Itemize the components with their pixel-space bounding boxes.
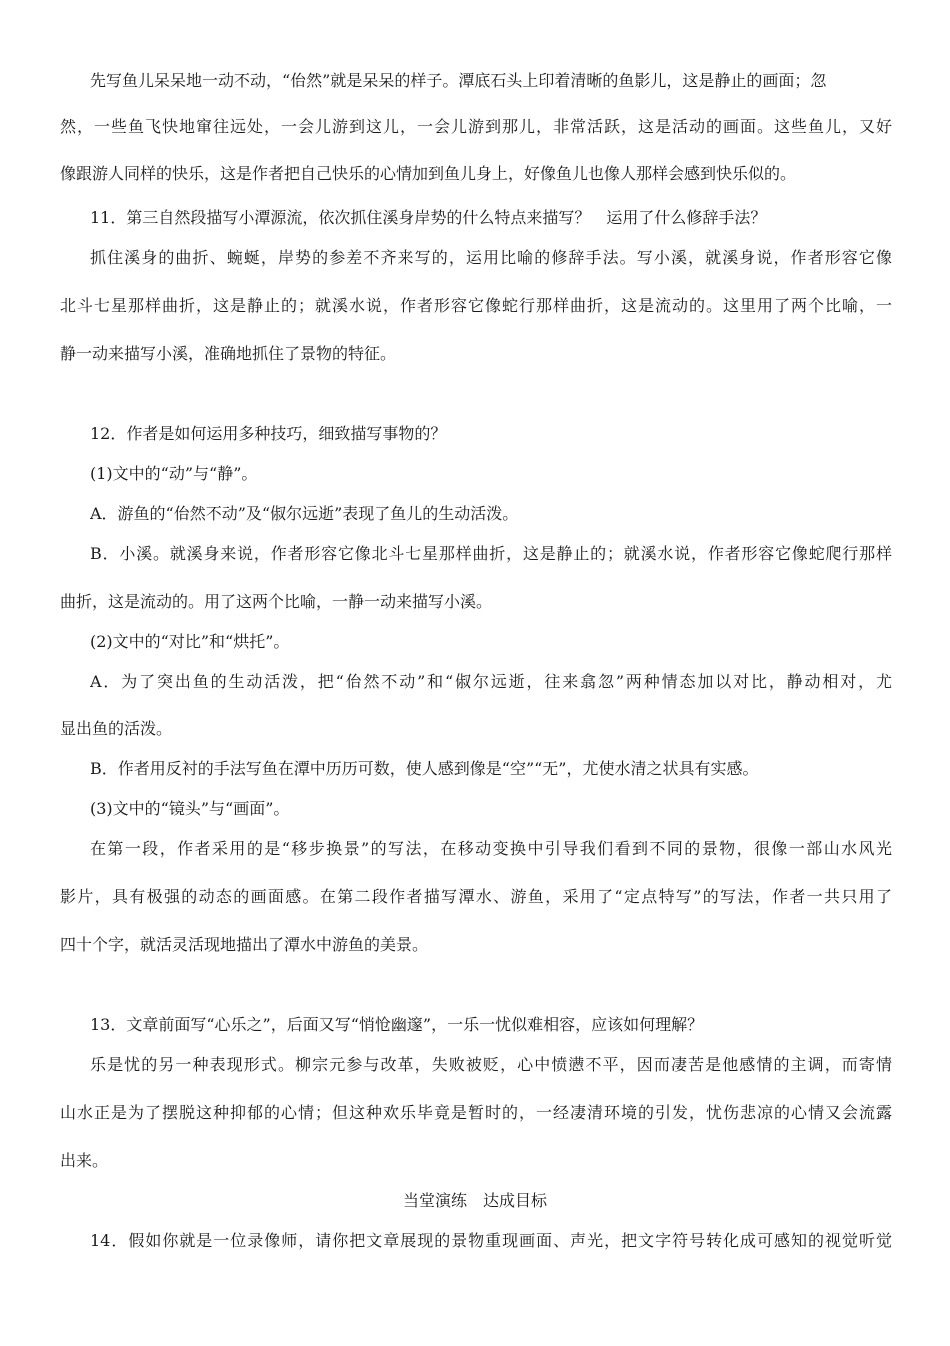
sub-heading: (2)文中的“对比”和“烘托”。 [90, 632, 290, 651]
answer-line: B．小溪。就溪身来说，作者形容它像北斗七星那样曲折，这是静止的；就溪水说，作者形容它像蛇爬行那样 [90, 544, 892, 563]
answer-line: A．游鱼的“佁然不动”及“俶尔远逝”表现了鱼儿的生动活泼。 [90, 504, 519, 523]
answer-line: 抓住溪身的曲折、蜿蜒，岸势的参差不齐来写的，运用比喻的修辞手法。写小溪，就溪身说，作者形容它像 [90, 248, 892, 267]
question-13: 13．文章前面写“心乐之”，后面又写“悄怆幽邃”，一乐一忧似难相容，应该如何理解？ [90, 1015, 704, 1034]
answer-line: 北斗七星那样曲折，这是静止的；就溪水说，作者形容它像蛇行那样曲折，这是流动的。这里用了两个比喻，一 [60, 296, 892, 315]
paragraph-line: 先写鱼儿呆呆地一动不动，“佁然”就是呆呆的样子。潭底石头上印着清晰的鱼影儿，这是静止的画面；忽 [90, 71, 827, 90]
answer-line: 出来。 [60, 1151, 109, 1170]
answer-line: 乐是忧的另一种表现形式。柳宗元参与改革，失败被贬，心中愤懑不平，因而凄苦是他感情的主调，而寄情 [90, 1055, 892, 1074]
answer-line: A．为了突出鱼的生动活泼，把“佁然不动”和“俶尔远逝，往来翕忽”两种情态加以对比，静动相对，尤 [90, 672, 892, 691]
answer-line: 四十个字，就活灵活现地描出了潭水中游鱼的美景。 [60, 935, 429, 954]
answer-line: 在第一段，作者采用的是“移步换景”的写法，在移动变换中引导我们看到不同的景物，很像一部山水风光 [90, 839, 892, 858]
paragraph-line: 像跟游人同样的快乐，这是作者把自己快乐的心情加到鱼儿身上，好像鱼儿也像人那样会感到快乐似的。 [60, 164, 797, 183]
section-heading: 当堂演练 达成目标 [402, 1191, 547, 1210]
answer-line: 曲折，这是流动的。用了这两个比喻，一静一动来描写小溪。 [60, 592, 493, 611]
answer-line: 显出鱼的活泼。 [60, 719, 173, 738]
question-12: 12．作者是如何运用多种技巧，细致描写事物的？ [90, 424, 447, 443]
question-14: 14．假如你就是一位录像师，请你把文章展现的景物重现画面、声光，把文字符号转化成可感知的视觉听觉 [90, 1231, 892, 1250]
sub-heading: (3)文中的“镜头”与“画面”。 [90, 799, 290, 818]
question-11: 11．第三自然段描写小潭源流，依次抓住溪身岸势的什么特点来描写？ 运用了什么修辞手法？ [90, 208, 767, 227]
answer-line: 山水正是为了摆脱这种抑郁的心情；但这种欢乐毕竟是暂时的，一经凄清环境的引发，忧伤悲凉的心情又会流露 [60, 1103, 892, 1122]
answer-line: 静一动来描写小溪，准确地抓住了景物的特征。 [60, 344, 397, 363]
paragraph-line: 然，一些鱼飞快地窜往远处，一会儿游到这儿，一会儿游到那儿，非常活跃，这是活动的画面。这些鱼儿，又好 [60, 117, 892, 136]
sub-heading: (1)文中的“动”与“静”。 [90, 464, 258, 483]
answer-line: 影片，具有极强的动态的画面感。在第二段作者描写潭水、游鱼，采用了“定点特写”的写法，作者一共只用了 [60, 887, 892, 906]
answer-line: B．作者用反衬的手法写鱼在潭中历历可数，使人感到像是“空”“无”，尤使水清之状具有实感。 [90, 759, 759, 778]
